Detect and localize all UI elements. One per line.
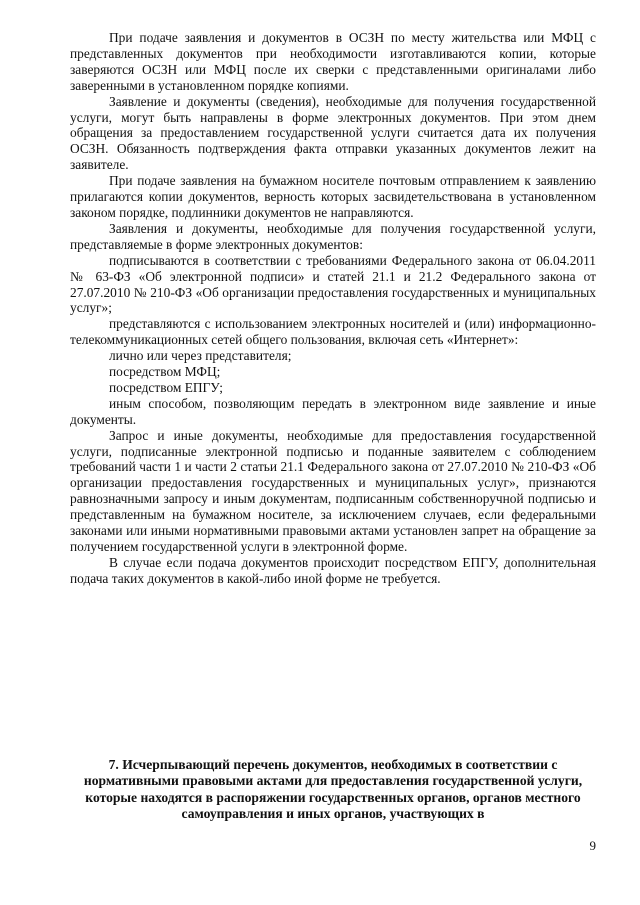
body-text [70,30,596,587]
list-item-other-way: иным способом, позволяющим передать в электронном виде заявление и иные документы. [70,395,596,427]
paragraph-electronic-docs: Заявления и документы, необходимые для получения государственной услуги, представляемые в форме электронных документов: [70,220,596,252]
list-item-epgu: посредством ЕПГУ; [109,379,223,395]
paragraph-submitted-via: представляются с использованием электронных носителей и (или) информационно-телекоммуникационных сетей общего пользования, включая сеть «Интернет»: [70,316,596,348]
paragraph-epgu-submission: В случае если подача документов происходит посредством ЕПГУ, дополнительная подача таких документов в какой-либо иной форме не требуется. [70,554,596,586]
paragraph-equivalence: Запрос и иные документы, необходимые для предоставления государственной услуги, подписанные электронной подписью и поданные заявителем с соблюдением требований части 1 и части 2 статьи 21.1 Федерального закона от 27.07.2010 № 210-ФЗ «Об организации предоставления государственных и муниципальных услуг», признаются равнозначными запросу и иным документам, подписанным собственноручной подписью и представленным на бумажном носителе, за исключением случаев, если федеральными законами или иными нормативными правовыми актами установлен запрет на обращение за получением государственной услуги в электронной форме. [70,427,596,554]
section-heading: 7. Исчерпывающий перечень документов, необходимых в соответствии с нормативными правовыми актами для предоставления государственной услуги, которые находятся в распоряжении государственных органов, органов местного самоуправления и иных органов, участвующих в [83,757,583,822]
list-item-in-person: лично или через представителя; [109,348,292,364]
paragraph-postal-submission: При подаче заявления на бумажном носителе почтовым отправлением к заявлению прилагаются копии документов, верность которых засвидетельствована в установленном законом порядке, подлинники документов не направляются. [70,173,596,220]
paragraph-electronic-submission: Заявление и документы (сведения), необходимые для получения государственной услуги, могут быть направлены в форме электронных документов. При этом днем обращения за предоставлением государственной услуги считается дата их получения ОСЗН. Обязанность подтверждения факта отправки указанных документов лежит на заявителе. [70,93,596,173]
page-number: 9 [589,838,596,853]
list-item-mfc: посредством МФЦ; [109,364,221,380]
paragraph-signed: подписываются в соответствии с требованиями Федерального закона от 06.04.2011 № 63-ФЗ «Об электронной подписи» и статей 21.1 и 21.2 Федерального закона от 27.07.2010 № 210-ФЗ «Об организации предоставления государственных и муниципальных услуг»; [70,252,596,316]
paragraph-copies: При подаче заявления и документов в ОСЗН по месту жительства или МФЦ с представленных документов при необходимости изготавливаются копии, которые заверяются ОСЗН или МФЦ после их сверки с представленными оригиналами либо заверенными в установленном порядке копиями. [70,30,596,93]
